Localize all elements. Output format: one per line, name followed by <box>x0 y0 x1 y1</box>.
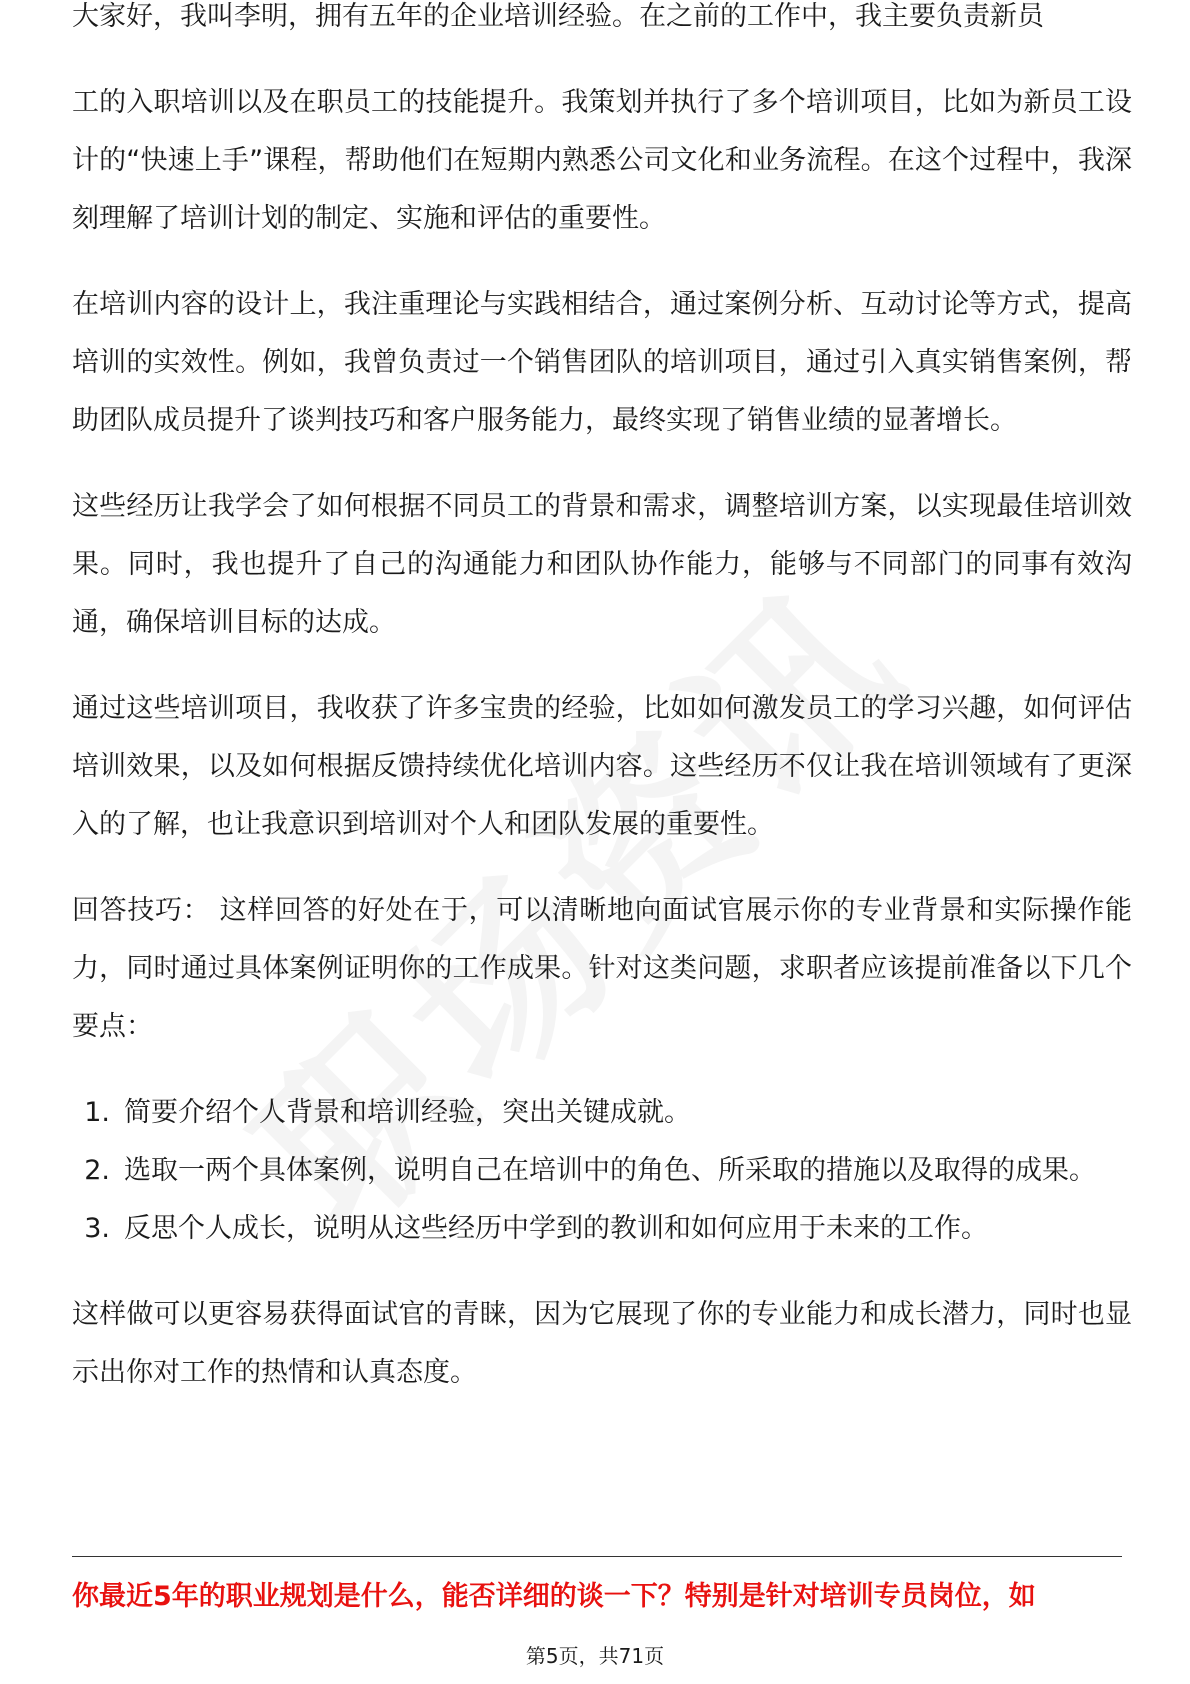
list-item <box>72 1084 1132 1142</box>
cut-off-top-line-text: 大家好，我叫李明，拥有五年的企业培训经验。在之前的工作中，我主要负责新员 <box>72 1 1044 32</box>
paragraph-design: 在培训内容的设计上，我注重理论与实践相结合，通过案例分析、互动讨论等方式，提高培训的实效性。例如，我曾负责过一个销售团队的培训项目，通过引入真实销售案例，帮助团队成员提升了谈判技巧和客户服务能力，最终实现了销售业绩的显著增长。 <box>72 289 1132 436</box>
page-number: 第5页，共71页 <box>525 1644 665 1668</box>
answer-body <box>72 74 1132 1430</box>
paragraph-learning: 这些经历让我学会了如何根据不同员工的背景和需求，调整培训方案，以实现最佳培训效果。同时，我也提升了自己的沟通能力和团队协作能力，能够与不同部门的同事有效沟通，确保培训目标的达成。 <box>72 491 1132 638</box>
list-item-text: 选取一两个具体案例，说明自己在培训中的角色、所采取的措施以及取得的成果。 <box>124 1155 1096 1186</box>
list-item-number: 2. <box>84 1155 110 1186</box>
list-item-number: 3. <box>84 1213 110 1244</box>
paragraph-gains: 通过这些培训项目，我收获了许多宝贵的经验，比如如何激发员工的学习兴趣，如何评估培训效果，以及如何根据反馈持续优化培训内容。这些经历不仅让我在培训领域有了更深入的了解，也让我意识到培训对个人和团队发展的重要性。 <box>72 693 1132 840</box>
list-item <box>72 1142 1132 1200</box>
section-divider <box>72 1556 1122 1557</box>
list-item <box>72 1200 1132 1258</box>
paragraph-closing: 这样做可以更容易获得面试官的青睐，因为它展现了你的专业能力和成长潜力，同时也显示出你对工作的热情和认真态度。 <box>72 1299 1132 1388</box>
tips-list <box>72 1084 1132 1258</box>
list-item-text: 简要介绍个人背景和培训经验，突出关键成就。 <box>124 1097 691 1128</box>
cut-off-top-line <box>72 1 1132 46</box>
paragraph-experience: 工的入职培训以及在职员工的技能提升。我策划并执行了多个培训项目，比如为新员工设计的“快速上手”课程，帮助他们在短期内熟悉公司文化和业务流程。在这个过程中，我深刻理解了培训计划的制定、实施和评估的重要性。 <box>72 87 1132 234</box>
list-item-text: 反思个人成长，说明从这些经历中学到的教训和如何应用于未来的工作。 <box>124 1213 988 1244</box>
paragraph-tips: 回答技巧： 这样回答的好处在于，可以清晰地向面试官展示你的专业背景和实际操作能力，同时通过具体案例证明你的工作成果。针对这类问题，求职者应该提前准备以下几个要点： <box>72 895 1132 1042</box>
next-question-heading: 你最近5年的职业规划是什么，能否详细的谈一下？特别是针对培训专员岗位，如 <box>72 1581 1036 1612</box>
list-item-number: 1. <box>84 1097 110 1128</box>
